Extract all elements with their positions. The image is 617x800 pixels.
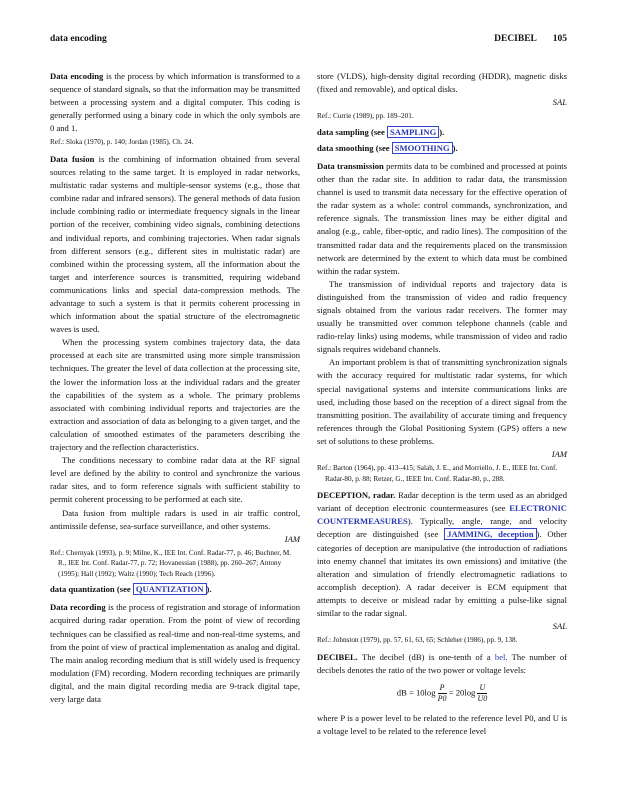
paragraph: The conditions necessary to combine radar data at the RF signal level are defined by the ability to control and synchronize the various radar sites, and to form reference signals with sufficient stability to permit coherent processing to be performed at each site.	[50, 455, 300, 505]
see-suffix: ).	[439, 126, 445, 137]
term-decibel: DECIBEL.	[317, 651, 358, 662]
entry-text: is the combining of information obtained from several sources relating to the same target. It is employed in radar networks, multistatic radar systems and multiple-sensor systems (e.g., those that combine radar and infrared sensors). The general methods of data fusion include combining radio or intermediate frequency signals in the linear portion of the receiver, combining video signals, combining detections and individual reports, and combining trajectories. When radar signals from different sensors (e.g., different sites in multistatic radar) are combined within the processing system, all the information about the target and interference sources is transmitted, requiring wideband communications links and special data-compression methods. The advantage to such a system is that it permits coherent processing in which information about the spatial structure of the electromagnetic waves is used.	[50, 153, 300, 335]
author-initials: SAL	[552, 97, 567, 108]
reference: Ref.: Barton (1964), pp. 413–415; Salah, J. E., and Morriello, J. E., IEEE Int. Conf. Radar-80, p. 88; Retzer, G., IEEE Int. Conf. Radar-80, p., 288.	[317, 464, 558, 483]
entry-data-transmission	[317, 160, 567, 278]
entry-data-sampling	[317, 126, 567, 139]
entry-text: The decibel (dB) is one-tenth of a	[357, 651, 495, 662]
reference: Ref.: Currie (1989), pp. 189–201.	[317, 112, 414, 121]
term-data-transmission: Data transmission	[317, 160, 384, 171]
term-deception: DECEPTION, radar.	[317, 490, 396, 501]
entry-data-encoding	[50, 70, 300, 135]
paragraph: When the processing system combines trajectory data, the data processed at each site are transmitted using more simple transmission techniques. The greater the level of data collection at the processing site, the lower the information loss at the individual radars and the greater the capabilities of the system as a whole. The primary problems associated with combining individual reports and trajectories are the extraction and association of data as belonging to a given target, and the calculation of smoothed estimates of the parameters describing the trajectory and the reflection characteristics.	[50, 337, 300, 453]
see-prefix: (see	[373, 142, 392, 153]
formula-lhs: dB = 10log	[396, 687, 436, 698]
decibel-explanation: where P is a power level to be related to the reference level P0, and U is a voltage level to be related to the reference level	[317, 712, 567, 736]
header-right	[480, 34, 567, 44]
author-initials: SAL	[552, 621, 567, 632]
reference: Ref.: Johnston (1979), pp. 57, 61, 63, 65; Schleher (1986), pp. 9, 138.	[317, 636, 518, 645]
term-data-encoding: Data encoding	[50, 71, 104, 81]
link-jamming-deception[interactable]: JAMMING, deception	[444, 528, 536, 540]
entry-decibel	[317, 651, 567, 677]
entry-text: is the process of registration and storage of information acquired during radar operation. From the point of view of recording techniques can be classified as real-time and non-real-time systems, and from the point of view of practical implementation as analog and digital. The main analog recording medium that is still widely used is frequency modulation (FM) recording. Modern recording techniques are primarily digital, and the main digital recording media are 9-track digital tape, very large data	[50, 602, 301, 705]
term-data-sampling: data sampling	[317, 126, 369, 137]
entry-text: ). Typically, angle, range, and velocity deception are distinguished (see	[317, 516, 567, 540]
header-title: DECIBEL	[494, 34, 537, 44]
power-numerator: P	[439, 682, 445, 692]
term-data-recording: Data recording	[50, 602, 106, 613]
entry-text: ). Other categories of deception are manipulative (the introduction of radiations into enemy channel that imitates its own emissions) and imitative (the alteration and simulation of friendly electromagnetic radiations to accomplish deception). A radar deceiver is ECM equipment that attempts to deceive or mislead radar by emitting a pulse-like signal similar to the radar signal.	[317, 529, 567, 618]
link-sampling[interactable]: SAMPLING	[387, 126, 439, 138]
paragraph: Data fusion from multiple radars is used in air traffic control, antimissile defense, sea-surface surveillance, and other systems.	[50, 507, 300, 531]
entry-text: Radar deception is the term used as an abridged variant of deception electronic countermeasures (see	[317, 490, 567, 514]
header-left-term: data encoding	[50, 34, 107, 44]
entry-text: permits data to be combined and processed at points other than the radar site. In addition to radar data, the transmission channel is used to transmit data necessary for the effective operation of the radar system as a whole: control commands, synchronization, and reference signals. The transmission lines may be either digital and analog (e.g., cable, fiber-optic, and radio lines). The composition of the transmitted radar data and the requirements placed on the transmission network are determined by the extent to which data must be combined within the radar system.	[317, 160, 568, 276]
see-suffix: ).	[206, 584, 212, 595]
entry-text: is the process by which information is transformed to a sequence of standard signals, so that the information may be transmitted between a processing system and a digital computer. This coding is generally performed using a binary code in which the only symbols are 0 and 1.	[50, 71, 300, 134]
entry-text: . The number of decibels denotes the ratio of the two power or voltage levels:	[317, 651, 567, 675]
page-number: 105	[552, 34, 567, 44]
formula-mid: = 20log	[448, 687, 476, 698]
term-data-quantization: data quantization	[50, 584, 115, 595]
see-prefix: (see	[368, 126, 387, 137]
see-suffix: ).	[452, 142, 458, 153]
voltage-denominator: U0	[477, 693, 488, 703]
decibel-formula	[317, 683, 567, 704]
right-column	[317, 70, 567, 738]
term-data-fusion: Data fusion	[50, 153, 95, 164]
link-bel[interactable]: bel	[494, 651, 506, 662]
link-quantization[interactable]: QUANTIZATION	[133, 583, 207, 595]
author-initials: IAM	[284, 533, 300, 544]
author-initials: IAM	[551, 449, 567, 460]
reference: Ref.: Chernyak (1993), p. 9; Milne, K., IEE Int. Conf. Radar-77, p. 46; Buchner, M. R., IEE Int. Conf. Radar-77, p. 72; Hovanessian (1988), pp. 260–267; Antony (1995); Hall (1992); Waltz (1990); Tech Reach (1996).	[50, 548, 292, 578]
left-column	[50, 70, 300, 706]
entry-data-quantization	[50, 583, 300, 596]
voltage-ratio	[477, 683, 487, 704]
power-denominator: P0	[437, 693, 447, 703]
paragraph: The transmission of individual reports and trajectory data is distinguished from the transmission of video and radio frequency signals obtained from the various radar receivers. The former may usually be transmitted over common telephone channels (cable and radio-relay links) using modems, while transmission of video and radio signals requires wideband channels.	[317, 278, 567, 355]
power-ratio	[438, 683, 447, 704]
entry-deception	[317, 489, 567, 620]
term-data-smoothing: data smoothing	[317, 142, 374, 153]
see-prefix: (see	[114, 584, 133, 595]
link-smoothing[interactable]: SMOOTHING	[392, 142, 453, 154]
entry-data-smoothing	[317, 142, 567, 155]
paragraph: An important problem is that of transmitting synchronization signals with the accuracy required for multistatic radar systems, for which special navigational systems and intersite communications links are used, including those based on the reception of a direct signal from the transmitting position. The availability of accurate timing and frequency references through the Global Positioning System (GPS) offers a new set of solutions to these problems.	[317, 357, 567, 446]
entry-data-fusion	[50, 153, 300, 336]
link-electronic-countermeasures[interactable]: ELECTRONIC COUNTERMEASURES	[317, 503, 567, 527]
running-header	[50, 34, 567, 48]
voltage-numerator: U	[479, 682, 486, 692]
continuation-text: store (VLDS), high-density digital recording (HDDR), magnetic disks (fixed and removable), and optical disks.	[317, 71, 567, 95]
entry-data-recording	[50, 601, 300, 706]
reference: Ref.: Sloka (1970), p. 140; Jordan (1985), Ch. 24.	[50, 138, 194, 147]
